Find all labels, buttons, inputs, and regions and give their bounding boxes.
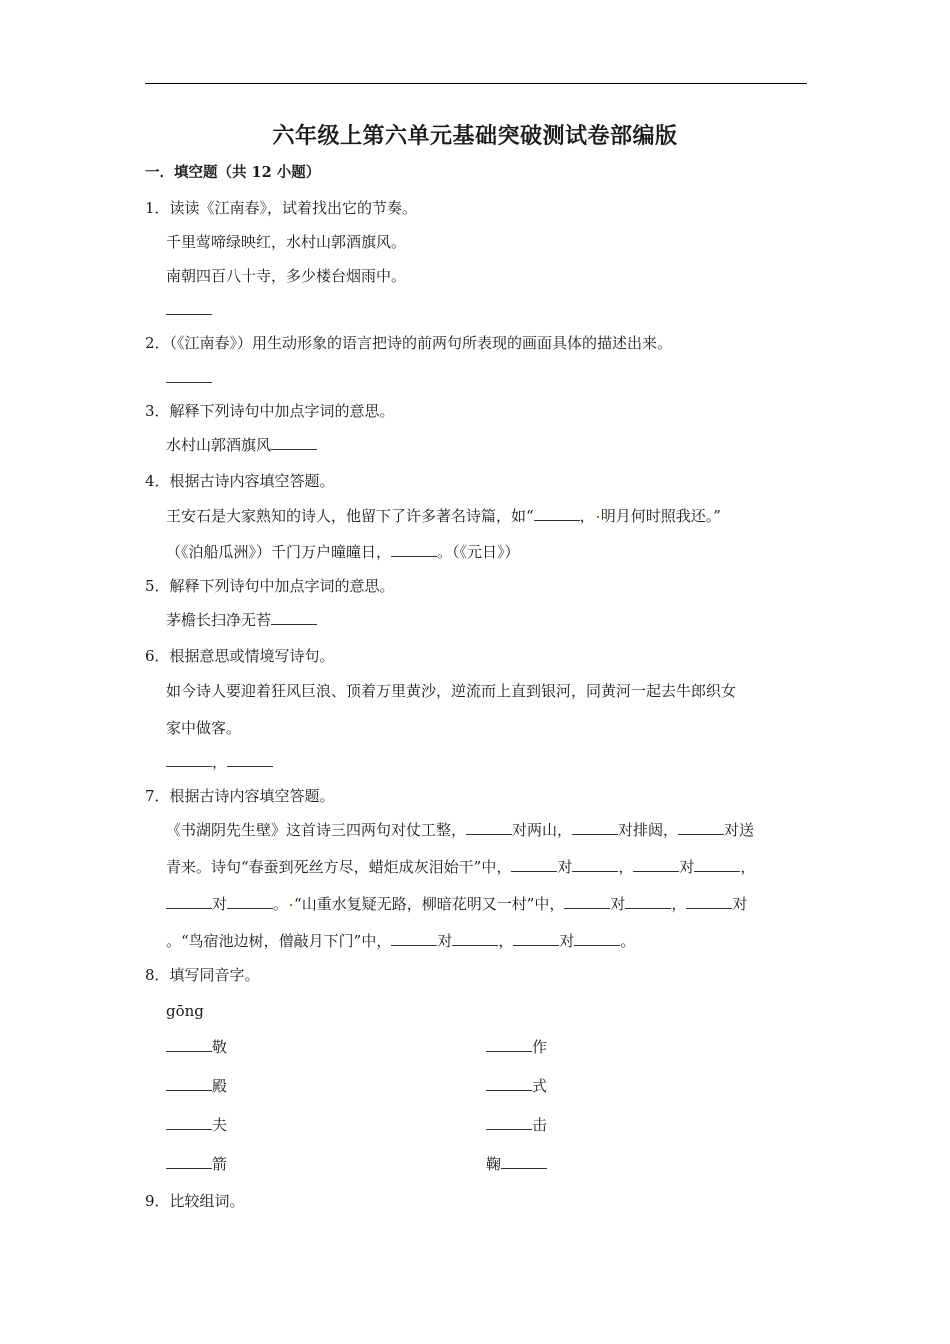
question-2-stem: 2．（《江南春》）用生动形象的语言把诗的前两句所表现的画面具体的描述出来。 — [145, 334, 673, 352]
question-4-line-2: （《泊船瓜洲》）千门万户曈曈日， 。（《元日》） — [166, 543, 520, 561]
answer-blank-q7-2[interactable] — [572, 821, 618, 835]
answer-blank-q2[interactable] — [166, 368, 212, 388]
question-7-line-1: 《书湖阴先生壁》这首诗三四两句对仗工整， 对两山， 对排闼， 对送 — [166, 821, 755, 839]
answer-blank-q7-5[interactable] — [572, 858, 618, 872]
question-6-line-1: 如今诗人要迎着狂风巨浪、顶着万里黄沙，逆流而上直到银河，同黄河一起去牛郎织女 — [166, 682, 737, 700]
answer-blank-q7-3[interactable] — [678, 821, 724, 835]
answer-blank-q7-12[interactable] — [686, 895, 732, 909]
answer-blank-q7-11[interactable] — [625, 895, 671, 909]
answer-blank[interactable] — [166, 1116, 212, 1130]
pinyin-label: gōng — [166, 1002, 204, 1020]
answer-blank-q6-a[interactable] — [166, 753, 212, 767]
dot-mark — [597, 516, 599, 518]
answer-blank-q7-15[interactable] — [513, 932, 559, 946]
answer-blank-q5[interactable] — [271, 611, 317, 625]
answer-blank[interactable] — [501, 1155, 547, 1169]
poem-line-2: 南朝四百八十寺，多少楼台烟雨中。 — [166, 267, 407, 285]
poem-line-1: 千里莺啼绿映红，水村山郭酒旗风。 — [166, 233, 407, 251]
homophone-right-2: 式 — [486, 1076, 547, 1096]
answer-blank-q7-10[interactable] — [564, 895, 610, 909]
question-9-stem: 9．比较组词。 — [145, 1192, 245, 1210]
answer-blank-q1[interactable] — [166, 300, 212, 320]
question-7-stem: 7．根据古诗内容填空答题。 — [145, 787, 335, 805]
answer-blank-q6-b[interactable] — [227, 753, 273, 767]
answer-blank[interactable] — [166, 1077, 212, 1091]
homophone-right-4: 鞠 — [486, 1154, 547, 1174]
answer-blank[interactable] — [166, 1155, 212, 1169]
question-8-stem: 8．填写同音字。 — [145, 966, 260, 984]
answer-blank-q3[interactable] — [271, 436, 317, 450]
answer-blank-q7-4[interactable] — [511, 858, 557, 872]
answer-blank[interactable] — [486, 1038, 532, 1052]
header-rule — [145, 83, 807, 84]
homophone-left-1: 敬 — [166, 1037, 227, 1057]
answer-blank[interactable] — [486, 1077, 532, 1091]
dot-mark — [290, 904, 292, 906]
answer-blank-q7-8[interactable] — [166, 895, 212, 909]
answer-blank-q7-14[interactable] — [452, 932, 498, 946]
question-6-line-2: 家中做客。 — [166, 719, 242, 737]
question-7-line-2: 青来。诗句“春蚕到死丝方尽，蜡炬成灰泪始干”中， 对 ， 对 ， — [166, 858, 756, 876]
answer-blank-q7-6[interactable] — [633, 858, 679, 872]
answer-blank-q7-7[interactable] — [694, 858, 740, 872]
homophone-left-2: 殿 — [166, 1076, 227, 1096]
answer-blank-q7-13[interactable] — [391, 932, 437, 946]
question-7-line-4: 。“鸟宿池边树，僧敲月下门”中， 对 ， 对 。 — [166, 932, 636, 950]
question-3-text: 水村山郭酒旗风 — [166, 436, 272, 454]
question-3-stem: 3．解释下列诗句中加点字词的意思。 — [145, 402, 395, 420]
question-6-blanks: ， — [166, 752, 273, 772]
homophone-right-1: 作 — [486, 1037, 547, 1057]
answer-blank[interactable] — [486, 1116, 532, 1130]
question-4-stem: 4．根据古诗内容填空答题。 — [145, 472, 335, 490]
question-4-line-1: 王安石是大家熟知的诗人，他留下了许多著名诗篇，如“ ， 明月何时照我还。” — [166, 507, 721, 525]
question-3-line — [166, 435, 317, 455]
page-title: 六年级上第六单元基础突破测试卷部编版 — [272, 123, 678, 149]
answer-blank-q4-b[interactable] — [391, 543, 437, 557]
answer-blank-q7-9[interactable] — [227, 895, 273, 909]
question-5-stem: 5．解释下列诗句中加点字词的意思。 — [145, 577, 395, 595]
question-6-stem: 6．根据意思或情境写诗句。 — [145, 647, 335, 665]
homophone-left-4: 箭 — [166, 1154, 227, 1174]
answer-blank-q7-1[interactable] — [466, 821, 512, 835]
answer-blank-q7-16[interactable] — [574, 932, 620, 946]
homophone-right-3: 击 — [486, 1115, 547, 1135]
question-7-line-3: 对 。 “山重水复疑无路，柳暗花明又一村”中， 对 ， 对 — [166, 894, 747, 914]
question-5-line: 茅檐长扫净无苔 — [166, 610, 317, 630]
question-1-stem: 1．读读《江南春》，试着找出它的节奏。 — [145, 199, 418, 217]
homophone-left-3: 夫 — [166, 1115, 227, 1135]
answer-blank[interactable] — [166, 1038, 212, 1052]
answer-blank-q4-a[interactable] — [534, 507, 580, 521]
section-heading: 一．填空题（共 12 小题） — [145, 164, 321, 181]
